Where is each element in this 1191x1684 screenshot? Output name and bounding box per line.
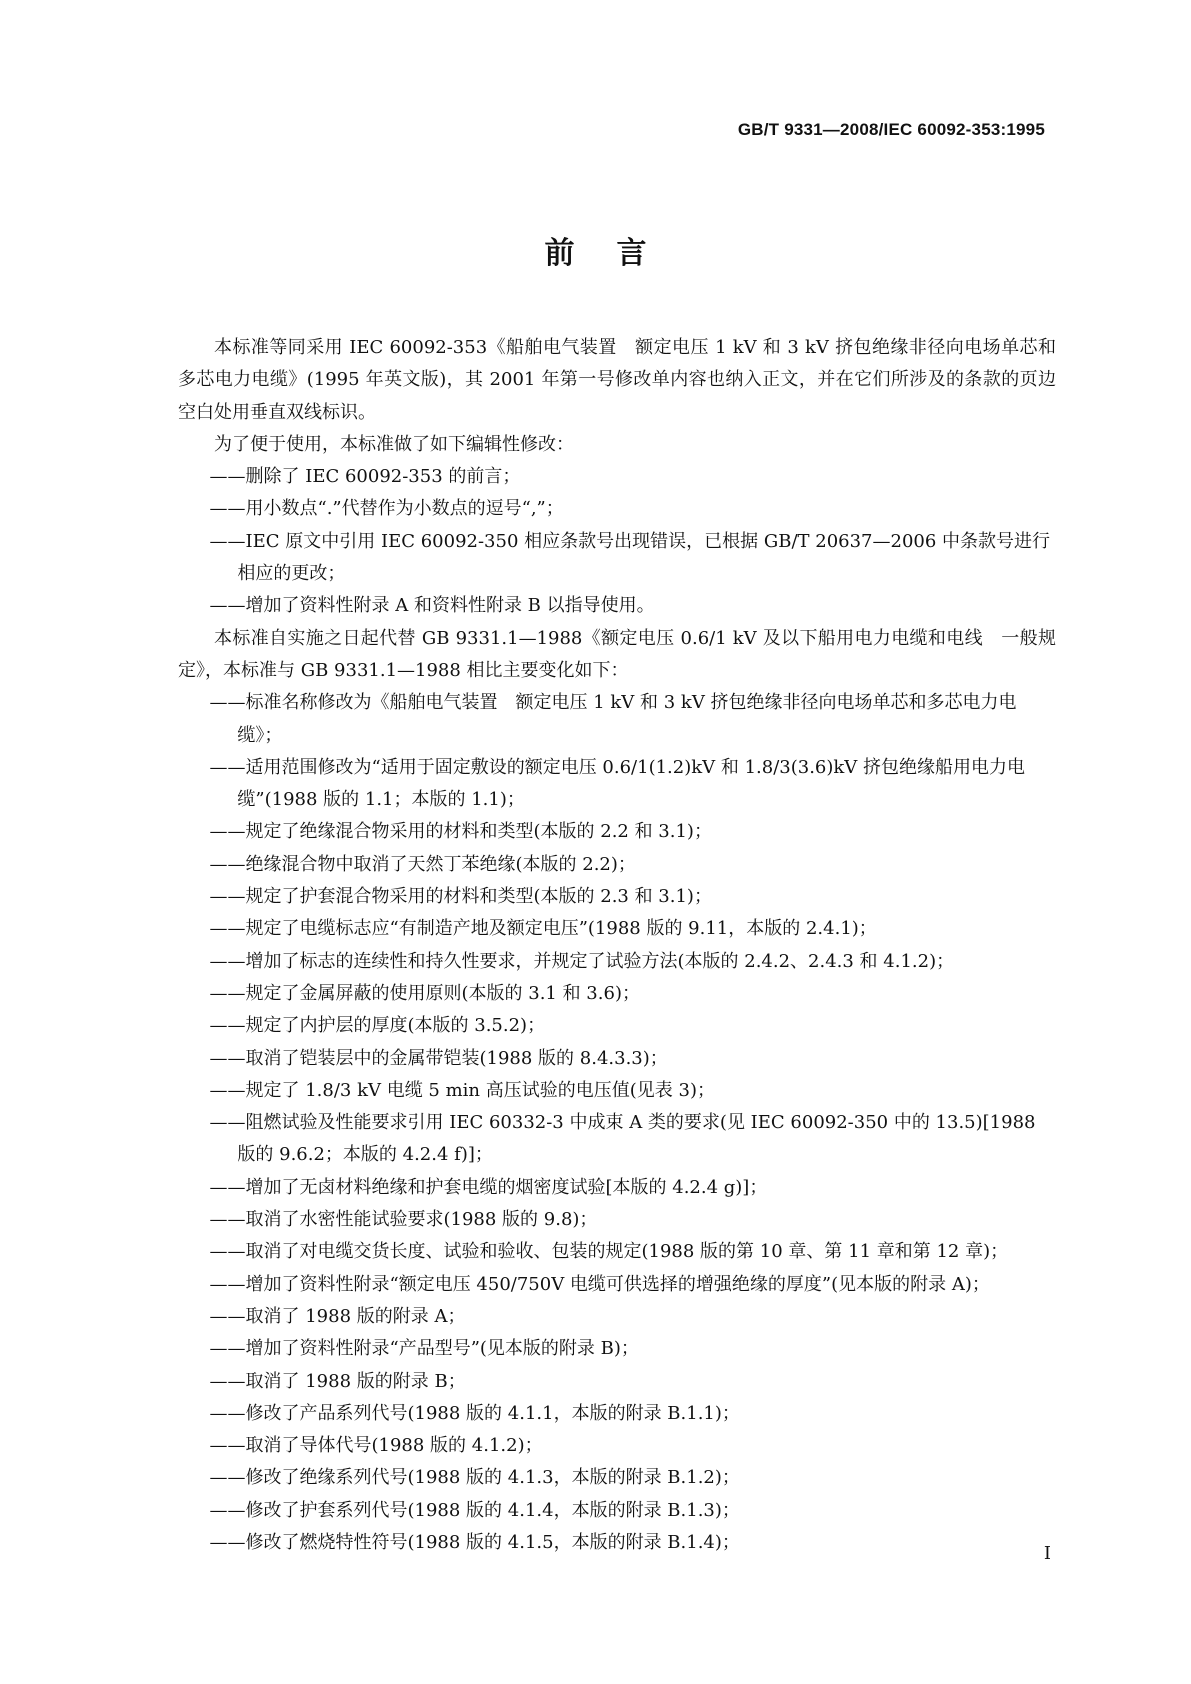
page-title: 前言: [544, 236, 689, 271]
list-item: ——规定了内护层的厚度(本版的 3.5.2)；: [209, 1015, 546, 1037]
list-item: ——绝缘混合物中取消了天然丁苯绝缘(本版的 2.2)；: [209, 853, 636, 875]
page-number: I: [1043, 1543, 1051, 1564]
list-item: ——规定了 1.8/3 kV 电缆 5 min 高压试验的电压值(见表 3)；: [209, 1079, 715, 1101]
list-item: ——修改了护套系列代号(1988 版的 4.1.4，本版的附录 B.1.3)；: [209, 1499, 740, 1521]
list-item: ——用小数点“.”代替作为小数点的逗号“,”；: [209, 498, 564, 520]
list-item: ——规定了金属屏蔽的使用原则(本版的 3.1 和 3.6)；: [209, 982, 640, 1004]
list-item: ——取消了导体代号(1988 版的 4.1.2)；: [209, 1435, 543, 1457]
paragraph-changes-intro: 本标准自实施之日起代替 GB 9331.1—1988《额定电压 0.6/1 kV 及以下船用电力电缆和电线 一般规定》，本标准与 GB 9331.1—1988 相比主要变化如下：: [178, 627, 1056, 681]
list-item: ——修改了产品系列代号(1988 版的 4.1.1，本版的附录 B.1.1)；: [209, 1402, 740, 1424]
list-item: ——规定了护套混合物采用的材料和类型(本版的 2.3 和 3.1)；: [209, 886, 712, 908]
list-item: ——取消了铠装层中的金属带铠装(1988 版的 8.4.3.3)；: [209, 1047, 668, 1069]
list-item: ——取消了对电缆交货长度、试验和验收、包装的规定(1988 版的第 10 章、第 11 章和第 12 章)；: [209, 1241, 1009, 1263]
list-item: ——规定了绝缘混合物采用的材料和类型(本版的 2.2 和 3.1)；: [209, 821, 712, 843]
paragraph-editorial-intro: 为了便于使用，本标准做了如下编辑性修改：: [214, 433, 574, 455]
list-item: ——增加了资料性附录 A 和资料性附录 B 以指导使用。: [209, 595, 655, 617]
standard-code: GB/T 9331—2008/IEC 60092-353:1995: [737, 120, 1045, 139]
list-item: ——规定了电缆标志应“有制造产地及额定电压”(1988 版的 9.11，本版的 2.4.1)；: [209, 918, 877, 940]
foreword-body: [178, 332, 1056, 1559]
list-item: ——增加了无卤材料绝缘和护套电缆的烟密度试验[本版的 4.2.4 g)]；: [209, 1176, 768, 1198]
list-item: ——增加了标志的连续性和持久性要求，并规定了试验方法(本版的 2.4.2、2.4.3 和 4.1.2)；: [209, 950, 955, 972]
list-item: ——阻燃试验及性能要求引用 IEC 60332-3 中成束 A 类的要求(见 IEC 60092-350 中的 13.5)[1988 版的 9.6.2；本版的 4.2.4 f)]；: [209, 1112, 1036, 1166]
list-item: ——标准名称修改为《船舶电气装置 额定电压 1 kV 和 3 kV 挤包绝缘非径向电场单芯和多芯电力电缆》；: [209, 692, 1017, 746]
list-item: ——取消了 1988 版的附录 B；: [209, 1370, 466, 1392]
list-item: ——IEC 原文中引用 IEC 60092-350 相应条款号出现错误，已根据 GB/T 20637—2006 中条款号进行相应的更改；: [209, 530, 1051, 585]
list-item: ——适用范围修改为“适用于固定敷设的额定电压 0.6/1(1.2)kV 和 1.8/3(3.6)kV 挤包绝缘船用电力电缆”(1988 版的 1.1；本版的 1.1)；: [209, 756, 1026, 811]
list-item: ——增加了资料性附录“额定电压 450/750V 电缆可供选择的增强绝缘的厚度”(见本版的附录 A)；: [209, 1273, 990, 1295]
list-item: ——修改了绝缘系列代号(1988 版的 4.1.3，本版的附录 B.1.2)；: [209, 1467, 740, 1489]
list-item: ——修改了燃烧特性符号(1988 版的 4.1.5，本版的附录 B.1.4)；: [209, 1531, 740, 1553]
list-item: ——删除了 IEC 60092-353 的前言；: [209, 466, 521, 488]
paragraph-adoption: 本标准等同采用 IEC 60092-353《船舶电气装置 额定电压 1 kV 和 3 kV 挤包绝缘非径向电场单芯和多芯电力电缆》(1995 年英文版)，其 2001 年第一号修改单内容也纳入正文，并在它们所涉及的条款的页边空白处用垂直双线标识。: [178, 337, 1056, 423]
list-item: ——取消了 1988 版的附录 A；: [209, 1305, 466, 1327]
list-item: ——取消了水密性能试验要求(1988 版的 9.8)；: [209, 1209, 598, 1231]
list-item: ——增加了资料性附录“产品型号”(见本版的附录 B)；: [209, 1338, 639, 1360]
